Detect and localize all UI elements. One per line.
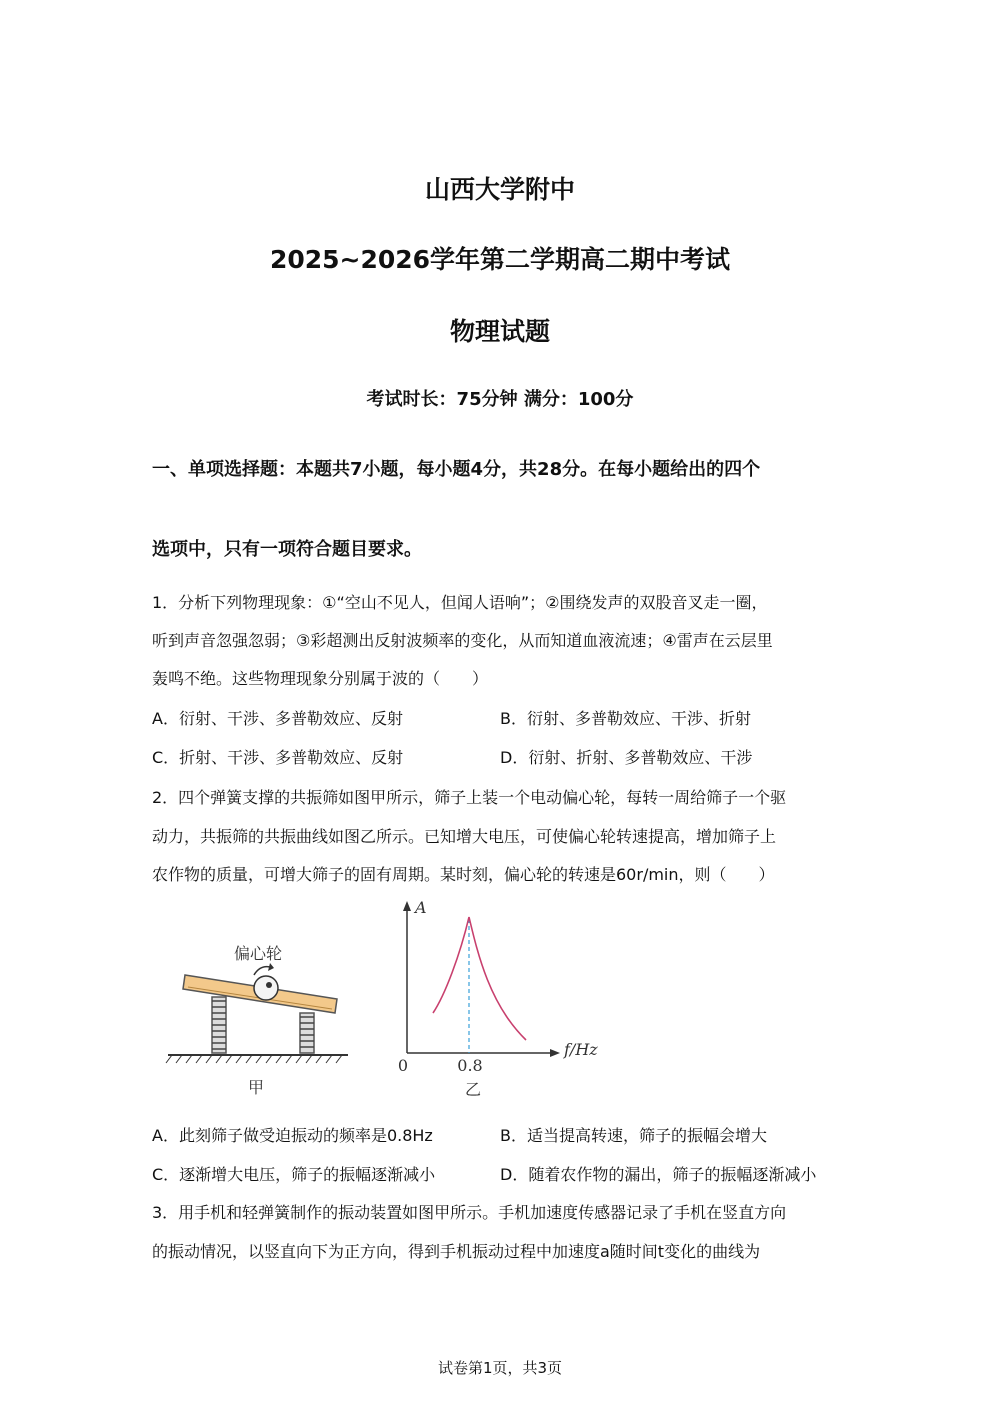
y-axis-label: A xyxy=(415,898,427,917)
rotation-arrow xyxy=(254,967,270,975)
x-axis-arrow xyxy=(550,1049,560,1057)
q2-line2: 动力，共振筛的共振曲线如图乙所示。已知增大电压，可使偏心轮转速提高，增加筛子上 xyxy=(152,827,777,846)
q1-line2: 听到声音忽强忽弱；③彩超测出反射波频率的变化，从而知道血液流速；④雷声在云层里 xyxy=(152,631,773,650)
section-heading-line1: 一、单项选择题：本题共7小题，每小题4分，共28分。在每小题给出的四个 xyxy=(152,459,761,480)
section-heading-line2: 选项中，只有一项符合题目要求。 xyxy=(152,539,422,560)
q2-option-d[interactable]: D．随着农作物的漏出，筛子的振幅逐渐减小 xyxy=(500,1165,817,1184)
school-title: 山西大学附中 xyxy=(424,175,575,204)
figure-label-yi: 乙 xyxy=(464,1080,482,1099)
page-footer: 试卷第1页，共3页 xyxy=(437,1359,563,1377)
q2-line1: 2．四个弹簧支撑的共振筛如图甲所示，筛子上装一个电动偏心轮，每转一周给筛子一个驱 xyxy=(152,788,787,807)
subject-title: 物理试题 xyxy=(449,317,550,346)
q1-option-a[interactable]: A．衍射、干涉、多普勒效应、反射 xyxy=(152,709,403,728)
exam-info: 考试时长：75分钟 满分：100分 xyxy=(366,389,634,410)
peak-tick-label: 0.8 xyxy=(457,1056,483,1075)
q2-figure xyxy=(160,895,620,1105)
q1-line1: 1．分析下列物理现象：①“空山不见人，但闻人语响”；②围绕发声的双股音叉走一圈， xyxy=(152,593,768,612)
wheel-label: 偏心轮 xyxy=(234,944,283,963)
resonance-curve xyxy=(433,917,526,1040)
y-axis-arrow xyxy=(403,901,411,911)
q1-line3: 轰鸣不绝。这些物理现象分别属于波的（ ） xyxy=(152,669,489,688)
figure-label-jia: 甲 xyxy=(248,1078,265,1097)
q3-line2: 的振动情况，以竖直向下为正方向，得到手机振动过程中加速度a随时间t变化的曲线为 xyxy=(152,1242,761,1261)
right-spring xyxy=(300,1013,314,1053)
resonance-chart xyxy=(398,898,598,1099)
eccentric-wheel-axle xyxy=(266,982,272,988)
eccentric-wheel xyxy=(254,976,278,1000)
ground-hatch xyxy=(166,1055,342,1063)
q2-option-b[interactable]: B．适当提高转速，筛子的振幅会增大 xyxy=(500,1126,767,1145)
q2-option-a[interactable]: A．此刻筛子做受迫振动的频率是0.8Hz xyxy=(152,1126,433,1145)
x-axis-label: f/Hz xyxy=(564,1040,598,1059)
sieve-diagram xyxy=(166,944,348,1097)
q3-line1: 3．用手机和轻弹簧制作的振动装置如图甲所示。手机加速度传感器记录了手机在竖直方向 xyxy=(152,1203,787,1222)
left-spring xyxy=(212,997,226,1053)
q1-option-d[interactable]: D．衍射、折射、多普勒效应、干涉 xyxy=(500,748,753,767)
q2-option-c[interactable]: C．逐渐增大电压，筛子的振幅逐渐减小 xyxy=(152,1165,436,1184)
q1-option-b[interactable]: B．衍射、多普勒效应、干涉、折射 xyxy=(500,709,751,728)
q1-option-c[interactable]: C．折射、干涉、多普勒效应、反射 xyxy=(152,748,404,767)
origin-label: 0 xyxy=(397,1056,409,1075)
exam-title: 2025~2026学年第二学期高二期中考试 xyxy=(269,245,731,274)
q2-line3: 农作物的质量，可增大筛子的固有周期。某时刻，偏心轮的转速是60r/min，则（ ） xyxy=(152,865,775,884)
